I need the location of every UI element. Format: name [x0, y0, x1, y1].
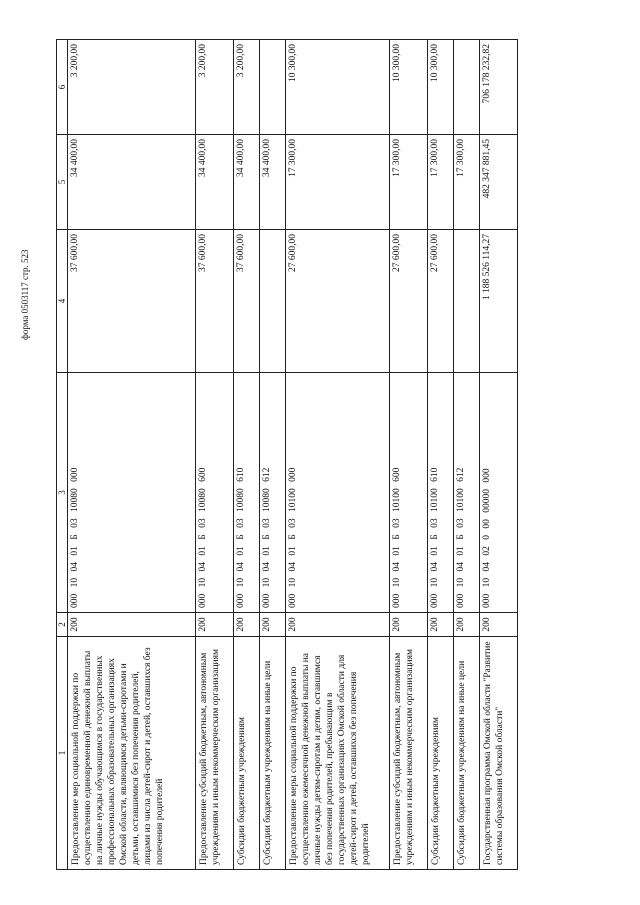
row-code: 200 [480, 613, 518, 637]
row-col5: 17 300,00 [428, 135, 454, 230]
row-col4: 27 600,00 [428, 230, 454, 373]
row-col5: 482 347 881,45 [480, 135, 518, 230]
row-name: Субсидии бюджетным учреждениям на иные цели [260, 637, 286, 870]
row-name: Субсидии бюджетным учреждениям [234, 637, 260, 870]
table-row [480, 40, 518, 870]
row-name: Государственная программа Омской области "Развитие системы образования Омской области" [480, 637, 518, 870]
row-col5: 17 300,00 [286, 135, 390, 230]
row-col5: 34 400,00 [196, 135, 234, 230]
table-row [286, 40, 390, 870]
row-name: Предоставление меры социальной поддержки по осуществлению ежемесячной денежной выплаты на личные нужды детям-сиротам и детям, оставшимся без попечения родителей, пребывающим в государственных организациях Омской области для детей-сирот и детей, оставшихся без попечения родителей [286, 637, 390, 870]
row-col6: 706 178 232,82 [480, 40, 518, 135]
row-col4 [454, 230, 480, 373]
row-kbk: 000 10 04 01 Б 03 10080 610 [234, 373, 260, 613]
row-name: Предоставление мер социальной поддержки по осуществлению единовременной денежной выплаты на личные нужды обучающимся в государственных профессиональных образовательных организациях Омской области, являющимся детьми-сиротами и детьми, оставшимися без попечения родителей, лицами из числа детей-сирот и детей, оставшихся без попечения родителей [68, 637, 196, 870]
table-row [428, 40, 454, 870]
header-row [57, 40, 68, 870]
row-col6: 10 300,00 [286, 40, 390, 135]
col-header-5: 5 [57, 135, 68, 230]
row-kbk: 000 10 04 01 Б 03 10080 612 [260, 373, 286, 613]
row-col6: 3 200,00 [68, 40, 196, 135]
rotated-table-page [56, 40, 556, 870]
row-code: 200 [260, 613, 286, 637]
col-header-1: 1 [57, 637, 68, 870]
row-kbk: 000 10 04 01 Б 03 10100 600 [390, 373, 428, 613]
row-col6: 10 300,00 [390, 40, 428, 135]
row-col5: 34 400,00 [234, 135, 260, 230]
row-code: 200 [428, 613, 454, 637]
row-name: Субсидии бюджетным учреждениям на иные цели [454, 637, 480, 870]
row-kbk: 000 10 04 01 Б 03 10100 610 [428, 373, 454, 613]
row-col4: 27 600,00 [286, 230, 390, 373]
table-row [260, 40, 286, 870]
table-row [196, 40, 234, 870]
table-row [68, 40, 196, 870]
row-col6: 3 200,00 [196, 40, 234, 135]
table-row [234, 40, 260, 870]
col-header-2: 2 [57, 613, 68, 637]
row-col5: 34 400,00 [260, 135, 286, 230]
row-name: Субсидии бюджетным учреждениям [428, 637, 454, 870]
row-code: 200 [234, 613, 260, 637]
row-code: 200 [68, 613, 196, 637]
table-row [390, 40, 428, 870]
row-kbk: 000 10 04 01 Б 03 10080 600 [196, 373, 234, 613]
row-kbk: 000 10 04 02 0 00 00000 000 [480, 373, 518, 613]
table-row [454, 40, 480, 870]
row-code: 200 [390, 613, 428, 637]
form-note: форма 0503117 стр. 523 [20, 249, 30, 340]
col-header-6: 6 [57, 40, 68, 135]
row-col4: 27 600,00 [390, 230, 428, 373]
row-col6 [454, 40, 480, 135]
row-kbk: 000 10 04 01 Б 03 10100 000 [286, 373, 390, 613]
col-header-3: 3 [57, 373, 68, 613]
row-col5: 34 400,00 [68, 135, 196, 230]
row-col4 [260, 230, 286, 373]
row-name: Предоставление субсидий бюджетным, автономным учреждениям и иным некоммерческим организациям [196, 637, 234, 870]
row-col6 [260, 40, 286, 135]
row-col4: 37 600,00 [196, 230, 234, 373]
row-col6: 10 300,00 [428, 40, 454, 135]
budget-table [56, 39, 518, 870]
row-col4: 37 600,00 [68, 230, 196, 373]
row-col4: 1 188 526 114,27 [480, 230, 518, 373]
row-code: 200 [196, 613, 234, 637]
row-col4: 37 600,00 [234, 230, 260, 373]
row-kbk: 000 10 04 01 Б 03 10080 000 [68, 373, 196, 613]
col-header-4: 4 [57, 230, 68, 373]
row-code: 200 [286, 613, 390, 637]
row-col5: 17 300,00 [454, 135, 480, 230]
row-col6: 3 200,00 [234, 40, 260, 135]
row-name: Предоставление субсидий бюджетным, автономным учреждениям и иным некоммерческим организациям [390, 637, 428, 870]
row-kbk: 000 10 04 01 Б 03 10100 612 [454, 373, 480, 613]
row-col5: 17 300,00 [390, 135, 428, 230]
row-code: 200 [454, 613, 480, 637]
